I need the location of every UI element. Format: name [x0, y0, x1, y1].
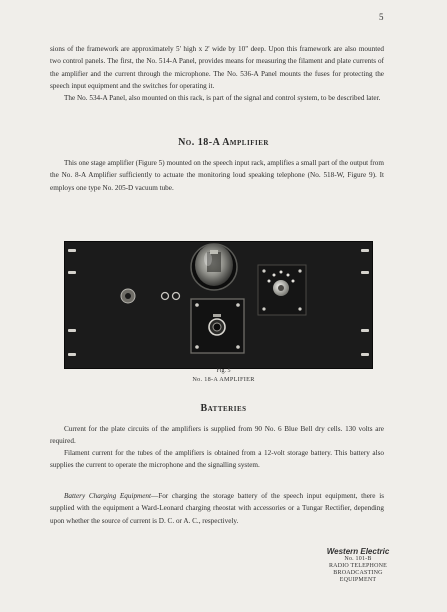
figure-title: No. 18-A AMPLIFIER: [192, 376, 255, 383]
batteries-paragraph-2: Filament current for the tubes of the amplifiers is obtained from a 12-volt storage battery. This battery also supplies the current to operate the microphone and the signalling system.: [50, 449, 384, 470]
imprint-line-3: EQUIPMENT: [339, 577, 377, 583]
intro-paragraph-2: The No. 534-A Panel, also mounted on this rack, is part of the signal and control system, to be described later.: [64, 94, 381, 102]
amplifier-paragraph: This one stage amplifier (Figure 5) mounted on the speech input rack, amplifies a small part of the output from the No. 8-A Amplifier sufficiently to actuate the monitoring loud speaking telephone (No. 518-W, Figure 9). It employs one type No. 205-D vacuum tube.: [50, 159, 384, 192]
batteries-paragraph-1: Current for the plate circuits of the amplifiers is supplied from 90 No. 6 Blue Bell dry cells. 130 volts are required.: [50, 425, 384, 446]
publisher-imprint: [318, 547, 398, 584]
batteries-paragraph-3: Battery Charging Equipment—For charging the storage battery of the speech input equipment, there is supplied with the equipment a Ward-Leonard charging rheostat with accessories or a Tungar Rectifier, depending upon whether the source of current is D. C. or A. C., respectively.: [50, 492, 384, 525]
intro-paragraph-1: sions of the framework are approximately 5' high x 2' wide by 10" deep. Upon this framework are also mounted two control panels. The first, the No. 514-A Panel, provides means for measuring the filament and plate currents of the amplifier and the current through the microphone. The No. 536-A Panel mounts the fuses for protecting the speech input equipment and the switches for operating it.: [50, 45, 384, 90]
amplifier-photo: [64, 241, 373, 369]
battery-charging-lead: Battery Charging Equipment: [64, 492, 152, 500]
batteries-heading: Batteries: [200, 403, 247, 414]
imprint-line-2: BROADCASTING: [333, 570, 383, 576]
imprint-number: No. 101-B: [344, 556, 372, 562]
page-number: 5: [379, 12, 384, 22]
imprint-line-1: RADIO TELEPHONE: [328, 563, 388, 569]
figure-label: Fig. 5: [216, 368, 231, 374]
brand-name: Western Electric: [326, 547, 390, 556]
amplifier-heading: No. 18-A Amplifier: [178, 137, 269, 148]
